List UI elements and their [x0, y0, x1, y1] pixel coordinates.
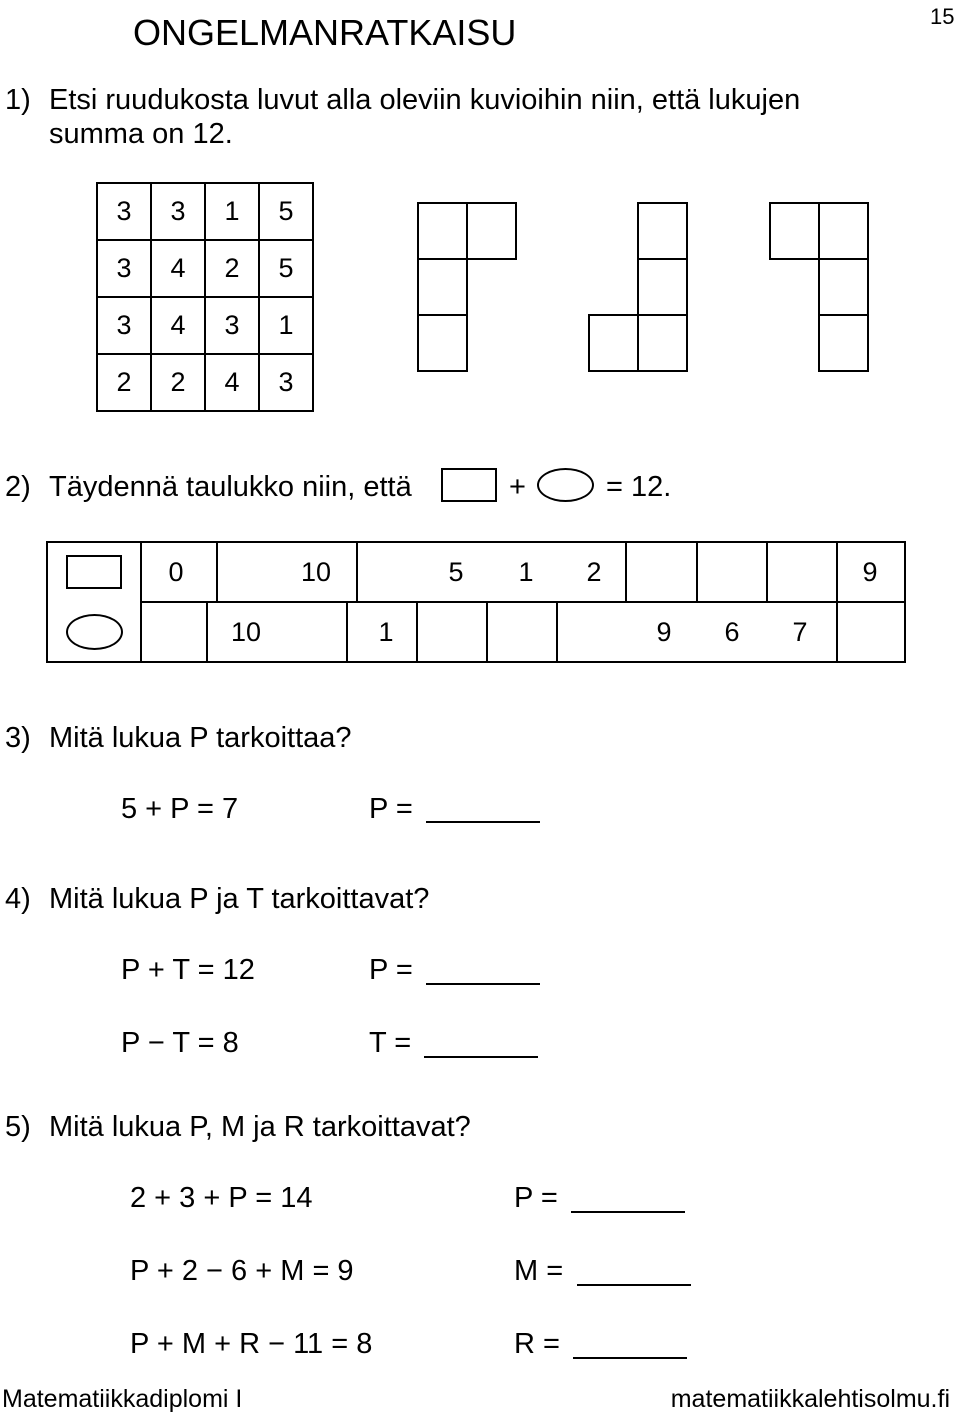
- row-divider: [140, 601, 906, 603]
- shape-cell[interactable]: [417, 202, 468, 260]
- rect-cell: 1: [518, 557, 534, 587]
- task5-answer-label-3: R =: [514, 1328, 560, 1360]
- task5-equation-3: P + M + R − 11 = 8: [130, 1328, 373, 1360]
- page-number: 15: [930, 4, 955, 29]
- footer-left: Matematiikkadiplomi I: [2, 1385, 243, 1413]
- task4-answer-label-1: P =: [369, 954, 413, 986]
- column-divider: [140, 543, 142, 663]
- answer-blank[interactable]: [424, 1056, 538, 1058]
- answer-blank[interactable]: [571, 1211, 685, 1213]
- column-divider: [356, 543, 358, 601]
- rect-cell: 0: [168, 557, 184, 587]
- grid-row: [97, 297, 313, 354]
- task5-answer-label-2: M =: [514, 1255, 564, 1287]
- task4-equation-2: P − T = 8: [121, 1027, 239, 1059]
- task3-equation: 5 + P = 7: [121, 793, 239, 825]
- oval-cell: 7: [792, 617, 808, 647]
- oval-cell: 6: [724, 617, 740, 647]
- rect-cell: 9: [862, 557, 878, 587]
- rect-cell: 5: [448, 557, 464, 587]
- grid-cell: 4: [205, 354, 259, 411]
- task5-equation-2: P + 2 − 6 + M = 9: [130, 1255, 354, 1287]
- grid-cell: 3: [97, 183, 151, 240]
- grid-cell: 1: [205, 183, 259, 240]
- answer-blank[interactable]: [426, 821, 540, 823]
- sum-table: [46, 541, 906, 663]
- grid-cell: 3: [97, 240, 151, 297]
- equals-twelve: = 12.: [606, 471, 672, 503]
- shape-cell[interactable]: [417, 258, 468, 316]
- grid-cell: 1: [259, 297, 313, 354]
- task5-number: 5): [5, 1111, 31, 1143]
- column-divider: [206, 601, 208, 663]
- answer-blank[interactable]: [573, 1357, 687, 1359]
- number-grid: [96, 182, 314, 412]
- task3-answer-label: P =: [369, 793, 413, 825]
- answer-blank[interactable]: [426, 983, 540, 985]
- task1-number: 1): [5, 84, 31, 116]
- task1-text-line2: summa on 12.: [49, 118, 233, 150]
- grid-cell: 5: [259, 240, 313, 297]
- shape-cell[interactable]: [818, 314, 869, 372]
- oval-cell: 10: [230, 617, 262, 647]
- grid-row: [97, 354, 313, 411]
- grid-cell: 5: [259, 183, 313, 240]
- column-divider: [836, 601, 838, 663]
- shape-cell[interactable]: [588, 314, 639, 372]
- rect-cell: 10: [300, 557, 332, 587]
- shape-cell[interactable]: [818, 202, 869, 260]
- oval-cell: 9: [656, 617, 672, 647]
- grid-cell: 3: [97, 297, 151, 354]
- grid-cell: 3: [205, 297, 259, 354]
- column-divider: [696, 543, 698, 601]
- column-divider: [416, 601, 418, 663]
- column-divider: [766, 543, 768, 601]
- grid-row: [97, 240, 313, 297]
- grid-cell: 3: [259, 354, 313, 411]
- task2-text: Täydennä taulukko niin, että: [49, 471, 412, 503]
- grid-cell: 2: [205, 240, 259, 297]
- rect-cell: 2: [586, 557, 602, 587]
- task5-answer-label-1: P =: [514, 1182, 558, 1214]
- task4-number: 4): [5, 883, 31, 915]
- shape-cell[interactable]: [637, 314, 688, 372]
- grid-cell: 4: [151, 240, 205, 297]
- answer-blank[interactable]: [577, 1284, 691, 1286]
- footer-right: matematiikkalehtisolmu.fi: [670, 1385, 950, 1413]
- rectangle-symbol: [66, 555, 122, 589]
- oval-symbol: [66, 614, 123, 650]
- task5-text: Mitä lukua P, M ja R tarkoittavat?: [49, 1111, 471, 1143]
- shape-cell[interactable]: [637, 258, 688, 316]
- grid-cell: 3: [151, 183, 205, 240]
- task4-text: Mitä lukua P ja T tarkoittavat?: [49, 883, 430, 915]
- page-title: ONGELMANRATKAISU: [133, 12, 517, 53]
- grid-cell: 2: [151, 354, 205, 411]
- task1-text-line1: Etsi ruudukosta luvut alla oleviin kuvioihin niin, että lukujen: [49, 84, 801, 116]
- plus-sign: +: [509, 471, 526, 503]
- column-divider: [216, 543, 218, 601]
- oval-cell: 1: [378, 617, 394, 647]
- column-divider: [625, 543, 627, 601]
- oval-symbol: [537, 468, 594, 502]
- task4-equation-1: P + T = 12: [121, 954, 255, 986]
- rectangle-symbol: [441, 468, 497, 502]
- column-divider: [836, 543, 838, 601]
- column-divider: [556, 601, 558, 663]
- task3-number: 3): [5, 722, 31, 754]
- shape-cell[interactable]: [417, 314, 468, 372]
- shape-cell[interactable]: [818, 258, 869, 316]
- grid-row: [97, 183, 313, 240]
- task2-number: 2): [5, 471, 31, 503]
- shape-cell[interactable]: [637, 202, 688, 260]
- task5-equation-1: 2 + 3 + P = 14: [130, 1182, 313, 1214]
- column-divider: [486, 601, 488, 663]
- grid-cell: 2: [97, 354, 151, 411]
- task4-answer-label-2: T =: [369, 1027, 412, 1059]
- task3-text: Mitä lukua P tarkoittaa?: [49, 722, 352, 754]
- column-divider: [346, 601, 348, 663]
- shape-cell[interactable]: [466, 202, 517, 260]
- grid-cell: 4: [151, 297, 205, 354]
- shape-cell[interactable]: [769, 202, 820, 260]
